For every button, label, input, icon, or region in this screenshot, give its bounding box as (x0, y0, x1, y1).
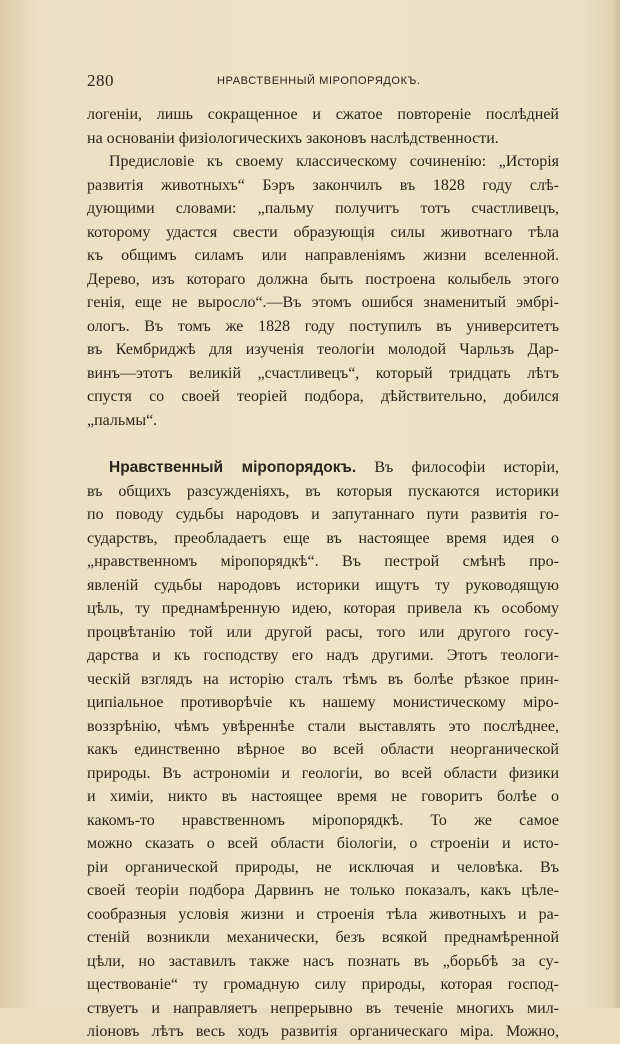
body-text (87, 103, 559, 1044)
text-line: цѣли, но заставилъ также насъ познать въ „борьбѣ за су- (87, 952, 559, 970)
page-number: 280 (87, 71, 114, 90)
text-line: дующими словами: „пальму получитъ тотъ счастливецъ, (87, 200, 559, 217)
text-line: на основаніи физіологическихъ законовъ наслѣдственности. (87, 129, 499, 147)
text-line: воззрѣнію, чѣмъ увѣреннѣе стали выставлять это послѣднее, (87, 717, 559, 735)
paragraph-1 (87, 103, 559, 150)
text-line: сообразныя условія жизни и строенія тѣла животныхъ и ра- (87, 905, 559, 923)
text-line: процвѣтанію той или другой расы, того или другого госу- (87, 623, 559, 641)
text-line: ципіальное противорѣчіе къ нашему монистическому міро- (87, 694, 559, 711)
text-line: развитія животныхъ“ Бэръ закончилъ въ 1828 году слѣ- (87, 176, 559, 194)
text-line: логеніи, лишь сокращенное и сжатое повтореніе послѣдней (87, 106, 559, 123)
page-header (87, 71, 559, 95)
text-line: стеній возникли механически, безъ всякой преднамѣренной (87, 929, 559, 946)
text-line: можно сказать о всей области біологіи, о строеніи и исто- (87, 835, 559, 852)
text-line: по поводу судьбы народовъ и запутаннаго пути развитія го- (87, 506, 559, 523)
text-line: генія, еще не выросло“.—Въ этомъ ошибся знаменитый эмбрі- (87, 294, 559, 311)
text-line: цѣль, ту преднамѣренную идею, которая привела къ особому (87, 600, 559, 617)
text-line: и химіи, никто въ настоящее время не говоритъ болѣе о (87, 788, 559, 805)
text-line: „пальмы“. (87, 411, 158, 429)
text-line: своей теоріи подбора Дарвинъ не только показалъ, какъ цѣле- (87, 882, 559, 899)
text-line: винъ—этотъ великій „счастливецъ“, который тридцать лѣтъ (87, 364, 559, 382)
page-edge-shadow (612, 0, 620, 1008)
section-nravstvenny-miroporyadok (87, 456, 559, 1044)
text-line: ологъ. Въ томъ же 1828 году поступилъ въ университетъ (87, 317, 559, 335)
text-line: ліоновъ лѣтъ весь ходъ развитія органическаго міра. Можно, (87, 1023, 559, 1040)
text-line: къ общимъ силамъ или направленіямъ жизни вселенной. (87, 247, 559, 264)
paragraph-2 (87, 150, 559, 432)
text-line: какомъ-то нравственномъ міропорядкѣ. То же самое (87, 811, 559, 829)
text-line: сударствъ, преобладаетъ еще въ настоящее время идея о (87, 529, 559, 547)
text-line: въ Кембриджѣ для изученія теологіи молодой Чарльзъ Дар- (87, 341, 559, 358)
paragraph-gap (87, 432, 559, 456)
text-line: дарства и къ господству его надъ другими. Этотъ теологи- (87, 647, 559, 664)
text-line: спустя со своей теоріей подбора, дѣйствительно, добился (87, 388, 559, 405)
text-line: ріи органической природы, не исключая и человѣка. Въ (87, 858, 559, 876)
text-line: въ общихъ разсужденіяхъ, въ которыя пускаются историки (87, 482, 559, 500)
text-line: ческій взглядъ на исторію сталъ тѣмъ въ болѣе рѣзкое прин- (87, 670, 559, 688)
text-line: природы. Въ астрономіи и геологіи, во всей области физики (87, 764, 559, 782)
text-line: ствуетъ и направляетъ непрерывно въ теченіе многихъ мил- (87, 999, 559, 1017)
section-first-line-text: Въ философіи исторіи, (374, 459, 559, 476)
text-line: ществованіе“ ту громадную силу природы, которая господ- (87, 976, 559, 993)
text-line: какъ единственно вѣрное во всей области неорганической (87, 741, 559, 758)
section-heading: Нравственный міропорядокъ. (109, 459, 357, 476)
section-first-line (87, 456, 559, 480)
text-line: Дерево, изъ котораго должна быть построена колыбель этого (87, 270, 559, 288)
text-line: Предисловіе къ своему классическому сочиненію: „Исторія (109, 153, 559, 170)
text-line: явленій судьбы народовъ историки ищутъ ту руководящую (87, 576, 559, 594)
running-title: НРАВСТВЕННЫЙ МІРОПОРЯДОКЪ. (217, 75, 421, 87)
text-line: которому удастся свести образующія силы животнаго тѣла (87, 223, 559, 241)
text-line: „нравственномъ міропорядкѣ“. Въ пестрой смѣнѣ про- (87, 553, 559, 570)
